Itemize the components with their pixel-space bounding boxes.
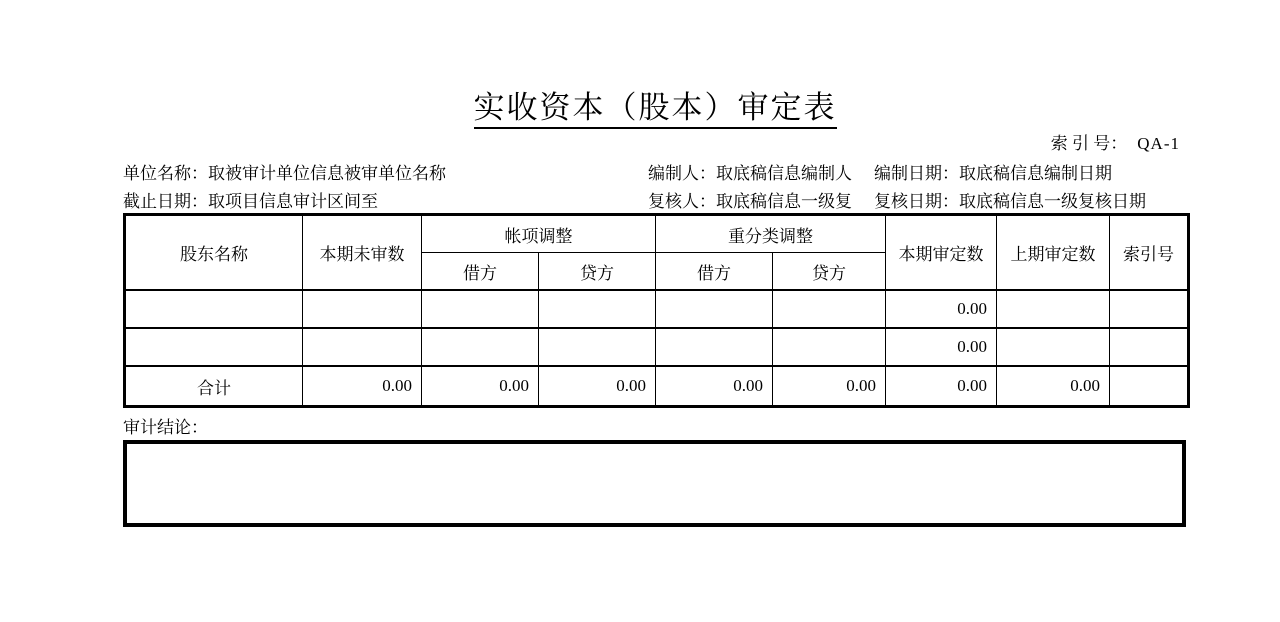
- cell-reclass-debit[interactable]: [656, 290, 773, 328]
- cell-adj-debit[interactable]: [422, 328, 539, 366]
- preparer-value: 取底稿信息编制人: [716, 164, 852, 183]
- total-index-no: [1110, 366, 1189, 407]
- prepare-date-value: 取底稿信息编制日期: [959, 164, 1112, 183]
- data-row-2: [125, 328, 1189, 366]
- total-prior-audited: 0.00: [997, 366, 1110, 407]
- cell-reclass-debit[interactable]: [656, 328, 773, 366]
- reviewer-field: [648, 187, 852, 212]
- cell-adj-debit[interactable]: [422, 290, 539, 328]
- col-header-prior-audited: 上期审定数: [997, 215, 1110, 291]
- cutoff-date-label: 截止日期：: [123, 192, 208, 211]
- col-header-index-no: 索引号: [1110, 215, 1189, 291]
- unit-name-value: 取被审计单位信息被审单位名称: [208, 164, 446, 183]
- total-adj-credit: 0.00: [539, 366, 656, 407]
- preparer-field: [648, 159, 852, 184]
- info-row-2: [123, 187, 1223, 209]
- audit-table: [123, 213, 1190, 408]
- index-number-label: 索 引 号：: [1050, 134, 1128, 153]
- preparer-label: 编制人：: [648, 164, 716, 183]
- cell-shareholder[interactable]: [125, 290, 303, 328]
- cutoff-date-value: 取项目信息审计区间至: [208, 192, 378, 211]
- cell-prior-audited[interactable]: [997, 328, 1110, 366]
- cell-adj-credit[interactable]: [539, 328, 656, 366]
- cell-adj-credit[interactable]: [539, 290, 656, 328]
- col-header-current-audited: 本期审定数: [886, 215, 997, 291]
- total-reclass-credit: 0.00: [773, 366, 886, 407]
- cell-current-audited[interactable]: 0.00: [886, 290, 997, 328]
- review-date-label: 复核日期：: [874, 192, 959, 211]
- total-label: 合计: [125, 366, 303, 407]
- unit-name-label: 单位名称：: [123, 164, 208, 183]
- info-row-1: [123, 159, 1223, 181]
- cell-current-audited[interactable]: 0.00: [886, 328, 997, 366]
- index-number-value: QA-1: [1137, 134, 1180, 153]
- header-row-1: [125, 215, 1189, 253]
- col-header-account-adjustment: 帐项调整: [422, 215, 656, 253]
- col-header-reclass-credit: 贷方: [773, 253, 886, 291]
- total-reclass-debit: 0.00: [656, 366, 773, 407]
- cutoff-date-field: [123, 187, 378, 212]
- prepare-date-field: [874, 159, 1112, 184]
- cell-index-no[interactable]: [1110, 290, 1189, 328]
- data-row-1: [125, 290, 1189, 328]
- audit-conclusion-box[interactable]: [123, 440, 1186, 527]
- cell-prior-audited[interactable]: [997, 290, 1110, 328]
- cell-shareholder[interactable]: [125, 328, 303, 366]
- cell-reclass-credit[interactable]: [773, 328, 886, 366]
- reviewer-label: 复核人：: [648, 192, 716, 211]
- cell-reclass-credit[interactable]: [773, 290, 886, 328]
- review-date-field: [874, 187, 1146, 212]
- col-header-adj-debit: 借方: [422, 253, 539, 291]
- unit-name-field: [123, 159, 446, 184]
- index-number-line: [123, 129, 1180, 154]
- total-current-audited: 0.00: [886, 366, 997, 407]
- cell-index-no[interactable]: [1110, 328, 1189, 366]
- total-row: [125, 366, 1189, 407]
- reviewer-value: 取底稿信息一级复: [716, 192, 852, 211]
- page-title-text: 实收资本（股本）审定表: [474, 90, 837, 129]
- page-title: [123, 82, 1187, 127]
- prepare-date-label: 编制日期：: [874, 164, 959, 183]
- col-header-reclass-debit: 借方: [656, 253, 773, 291]
- cell-current-unaudited[interactable]: [303, 328, 422, 366]
- col-header-adj-credit: 贷方: [539, 253, 656, 291]
- total-adj-debit: 0.00: [422, 366, 539, 407]
- audit-conclusion-label: 审计结论：: [123, 418, 208, 437]
- col-header-reclass-adjustment: 重分类调整: [656, 215, 886, 253]
- col-header-current-unaudited: 本期未审数: [303, 215, 422, 291]
- total-current-unaudited: 0.00: [303, 366, 422, 407]
- cell-current-unaudited[interactable]: [303, 290, 422, 328]
- col-header-shareholder: 股东名称: [125, 215, 303, 291]
- review-date-value: 取底稿信息一级复核日期: [959, 192, 1146, 211]
